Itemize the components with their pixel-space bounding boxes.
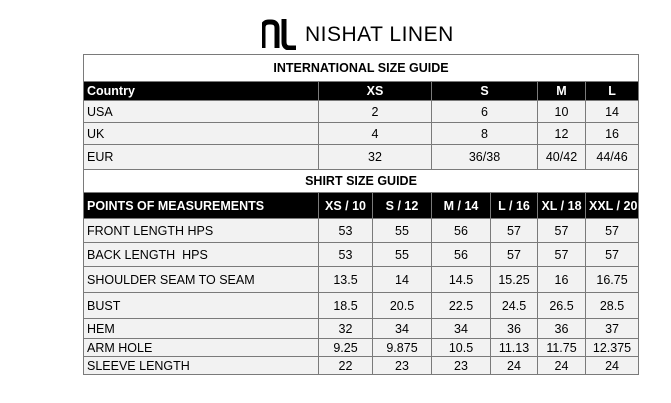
s-cell: 6 bbox=[432, 101, 538, 123]
international-title-row bbox=[84, 55, 639, 82]
measurement-cell: 56 bbox=[432, 243, 491, 267]
table-row bbox=[84, 319, 639, 339]
l-header: L bbox=[586, 82, 639, 101]
measurement-label: BUST bbox=[84, 293, 319, 319]
measurement-cell: 57 bbox=[538, 219, 586, 243]
measurement-cell: 37 bbox=[586, 319, 639, 339]
measurement-cell: 57 bbox=[586, 243, 639, 267]
measurement-cell: 9.25 bbox=[319, 339, 373, 357]
size-header: XL / 18 bbox=[538, 193, 586, 219]
measurement-cell: 57 bbox=[491, 243, 538, 267]
country-header: Country bbox=[84, 82, 319, 101]
table-row bbox=[84, 339, 639, 357]
table-row bbox=[84, 357, 639, 375]
l-cell: 44/46 bbox=[586, 145, 639, 170]
country-cell: UK bbox=[84, 123, 319, 145]
measurement-cell: 11.13 bbox=[491, 339, 538, 357]
country-cell: USA bbox=[84, 101, 319, 123]
measurement-cell: 16 bbox=[538, 267, 586, 293]
measurement-cell: 20.5 bbox=[373, 293, 432, 319]
xs-header: XS bbox=[319, 82, 432, 101]
measurement-cell: 36 bbox=[491, 319, 538, 339]
shirt-title-row bbox=[84, 170, 639, 193]
measurement-cell: 14.5 bbox=[432, 267, 491, 293]
brand-logo bbox=[262, 17, 454, 51]
measurement-cell: 34 bbox=[432, 319, 491, 339]
xs-cell: 2 bbox=[319, 101, 432, 123]
xs-cell: 32 bbox=[319, 145, 432, 170]
s-cell: 36/38 bbox=[432, 145, 538, 170]
measurement-cell: 11.75 bbox=[538, 339, 586, 357]
measurement-cell: 14 bbox=[373, 267, 432, 293]
shirt-header-row bbox=[84, 193, 639, 219]
measurement-cell: 56 bbox=[432, 219, 491, 243]
table-row bbox=[84, 267, 639, 293]
table-row bbox=[84, 145, 639, 170]
measurement-cell: 24 bbox=[491, 357, 538, 375]
size-header: XXL / 20 bbox=[586, 193, 639, 219]
measurement-cell: 55 bbox=[373, 243, 432, 267]
international-header-row bbox=[84, 82, 639, 101]
measurement-cell: 57 bbox=[538, 243, 586, 267]
measurement-cell: 32 bbox=[319, 319, 373, 339]
xs-cell: 4 bbox=[319, 123, 432, 145]
measurement-label: SHOULDER SEAM TO SEAM bbox=[84, 267, 319, 293]
shirt-size-guide-title: SHIRT SIZE GUIDE bbox=[84, 170, 639, 193]
measurement-cell: 22 bbox=[319, 357, 373, 375]
measurement-label: SLEEVE LENGTH bbox=[84, 357, 319, 375]
m-cell: 40/42 bbox=[538, 145, 586, 170]
table-row bbox=[84, 101, 639, 123]
measurement-cell: 55 bbox=[373, 219, 432, 243]
size-header: M / 14 bbox=[432, 193, 491, 219]
m-header: M bbox=[538, 82, 586, 101]
brand-name: NISHAT LINEN bbox=[305, 22, 454, 46]
table-row bbox=[84, 293, 639, 319]
measurement-cell: 12.375 bbox=[586, 339, 639, 357]
measurement-cell: 9.875 bbox=[373, 339, 432, 357]
measurement-cell: 23 bbox=[432, 357, 491, 375]
measurement-label: FRONT LENGTH HPS bbox=[84, 219, 319, 243]
measurement-cell: 34 bbox=[373, 319, 432, 339]
size-header: S / 12 bbox=[373, 193, 432, 219]
measurement-cell: 24 bbox=[586, 357, 639, 375]
country-cell: EUR bbox=[84, 145, 319, 170]
size-header: XS / 10 bbox=[319, 193, 373, 219]
measurement-cell: 36 bbox=[538, 319, 586, 339]
table-row bbox=[84, 219, 639, 243]
measurement-cell: 53 bbox=[319, 219, 373, 243]
l-cell: 14 bbox=[586, 101, 639, 123]
table-row bbox=[84, 123, 639, 145]
measurement-cell: 23 bbox=[373, 357, 432, 375]
measurement-cell: 28.5 bbox=[586, 293, 639, 319]
nl-logo-icon bbox=[262, 18, 300, 50]
measurement-cell: 18.5 bbox=[319, 293, 373, 319]
measurement-cell: 10.5 bbox=[432, 339, 491, 357]
measurement-cell: 26.5 bbox=[538, 293, 586, 319]
international-size-guide-title: INTERNATIONAL SIZE GUIDE bbox=[84, 55, 639, 82]
measurement-label: ARM HOLE bbox=[84, 339, 319, 357]
measurement-cell: 15.25 bbox=[491, 267, 538, 293]
measurement-cell: 53 bbox=[319, 243, 373, 267]
table-row bbox=[84, 243, 639, 267]
measurement-label: BACK LENGTH HPS bbox=[84, 243, 319, 267]
l-cell: 16 bbox=[586, 123, 639, 145]
measurement-cell: 24.5 bbox=[491, 293, 538, 319]
size-guide-table bbox=[83, 54, 639, 375]
m-cell: 10 bbox=[538, 101, 586, 123]
m-cell: 12 bbox=[538, 123, 586, 145]
measurement-cell: 24 bbox=[538, 357, 586, 375]
measurement-cell: 22.5 bbox=[432, 293, 491, 319]
measurement-cell: 57 bbox=[491, 219, 538, 243]
points-of-measurements-header: POINTS OF MEASUREMENTS bbox=[84, 193, 319, 219]
measurement-cell: 16.75 bbox=[586, 267, 639, 293]
measurement-label: HEM bbox=[84, 319, 319, 339]
s-header: S bbox=[432, 82, 538, 101]
measurement-cell: 13.5 bbox=[319, 267, 373, 293]
size-header: L / 16 bbox=[491, 193, 538, 219]
measurement-cell: 57 bbox=[586, 219, 639, 243]
s-cell: 8 bbox=[432, 123, 538, 145]
